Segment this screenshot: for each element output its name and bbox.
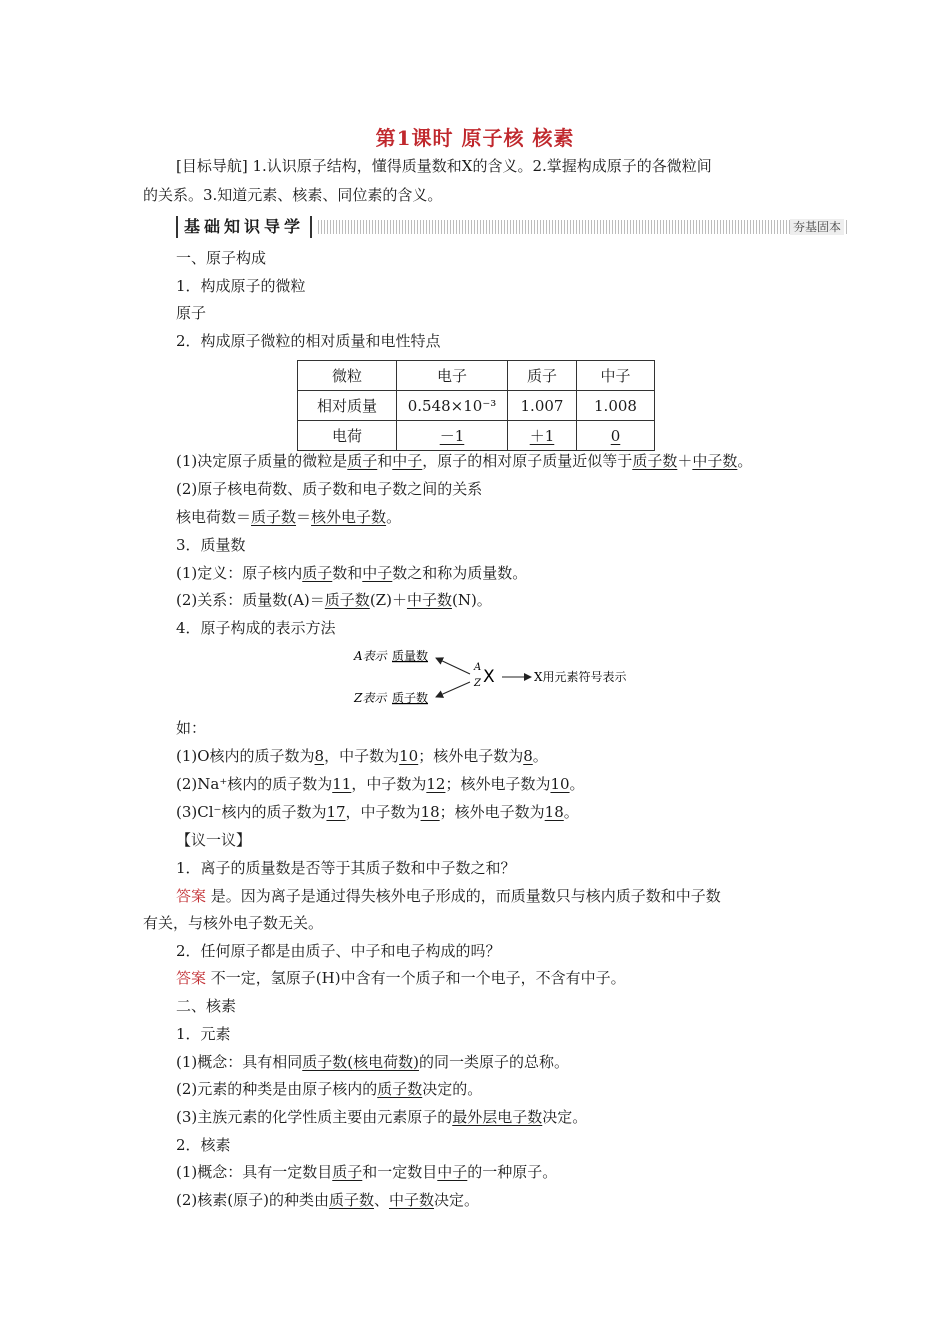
- particle-table: [297, 360, 655, 451]
- table-header: 质子: [508, 361, 577, 391]
- sub3-heading: 3．质量数: [176, 536, 246, 554]
- objectives-line-1: [目标导航] 1.认识原子结构，懂得质量数和X的含义。2.掌握构成原子的各微粒间: [176, 157, 712, 175]
- table-header: 电子: [397, 361, 508, 391]
- nuclide-type: (2)核素(原子)的种类由质子数、中子数决定。: [176, 1191, 480, 1209]
- symbol-a: A: [474, 662, 482, 673]
- element-concept: (1)概念：具有相同质子数(核电荷数)的同一类原子的总称。: [176, 1053, 569, 1071]
- paragraph-mass-relation: (2)关系：质量数(A)＝质子数(Z)＋中子数(N)。: [176, 591, 492, 609]
- arrow-to-a: [436, 658, 470, 674]
- banner-tag: 夯基固本: [790, 219, 844, 235]
- banner-stripe: [318, 220, 848, 234]
- table-cell: [508, 421, 577, 451]
- section2-heading: 二、核素: [176, 997, 237, 1015]
- charge-value: 0: [610, 426, 621, 445]
- symbol-x: X: [483, 667, 495, 687]
- section1-heading: 一、原子构成: [176, 249, 267, 267]
- nuclide-concept: (1)概念：具有一定数目质子和一定数目中子的一种原子。: [176, 1163, 558, 1181]
- a-label: A表示: [354, 649, 387, 663]
- table-header: 微粒: [298, 361, 397, 391]
- charge-value: ＋1: [529, 427, 555, 445]
- paragraph-relation: (2)原子核电荷数、质子数和电子数之间的关系: [176, 480, 483, 498]
- answer-label: 答案: [176, 969, 207, 987]
- example-1: (1)O核内的质子数为8，中子数为10；核外电子数为8。: [176, 747, 548, 765]
- answer-1: 答案 是。因为离子是通过得失核外电子形成的，而质量数只与核内质子数和中子数: [176, 887, 721, 905]
- arrow-to-z: [436, 682, 470, 697]
- banner-label: 基础知识导学: [176, 216, 312, 238]
- sub4-heading: 4．原子构成的表示方法: [176, 619, 336, 637]
- table-header: 中子: [577, 361, 655, 391]
- notation-diagram: [350, 642, 650, 712]
- objectives-line-2: 的关系。3.知道元素、核素、同位素的含义。: [143, 186, 443, 204]
- example-intro: 如：: [176, 719, 207, 737]
- table-row: [298, 421, 655, 451]
- table-row: [298, 391, 655, 421]
- answer-1-cont: 有关，与核外电子数无关。: [143, 914, 324, 932]
- discussion-heading: 【议一议】: [176, 831, 252, 849]
- atom-text: 原子: [176, 304, 207, 322]
- example-3: (3)Cl⁻核内的质子数为17，中子数为18；核外电子数为18。: [176, 803, 579, 821]
- page-title: 第1课时 原子核 核素: [375, 126, 575, 150]
- answer-label: 答案: [176, 887, 207, 905]
- section1-sub2: 2．构成原子微粒的相对质量和电性特点: [176, 332, 441, 350]
- question-2: 2．任何原子都是由质子、中子和电子构成的吗？: [176, 942, 501, 960]
- table-cell: 1.007: [508, 391, 577, 421]
- table-cell: 相对质量: [298, 391, 397, 421]
- table-cell: 1.008: [577, 391, 655, 421]
- paragraph-equation: 核电荷数＝质子数＝核外电子数。: [176, 508, 402, 526]
- paragraph-definition: (1)定义：原子核内质子数和中子数之和称为质量数。: [176, 564, 528, 582]
- nuclide-heading: 2．核素: [176, 1136, 231, 1154]
- table-cell: 电荷: [298, 421, 397, 451]
- section-banner: [176, 216, 848, 238]
- table-header-row: [298, 361, 655, 391]
- paragraph-mass-particles: (1)决定原子质量的微粒是质子和中子，原子的相对原子质量近似等于质子数＋中子数。: [176, 452, 753, 470]
- z-value: 质子数: [392, 691, 429, 705]
- x-label: X用元素符号表示: [534, 670, 627, 684]
- charge-value: －1: [439, 427, 465, 445]
- example-2: (2)Na⁺核内的质子数为11，中子数为12；核外电子数为10。: [176, 775, 585, 793]
- symbol-z: Z: [474, 678, 481, 689]
- question-1: 1．离子的质量数是否等于其质子数和中子数之和？: [176, 859, 516, 877]
- z-label: Z表示: [354, 691, 387, 705]
- table-cell: [577, 421, 655, 451]
- answer-2: 答案 不一定，氢原子(H)中含有一个质子和一个电子，不含有中子。: [176, 969, 626, 987]
- element-chemistry: (3)主族元素的化学性质主要由元素原子的最外层电子数决定。: [176, 1108, 588, 1126]
- table-cell: 0.548×10⁻³: [397, 391, 508, 421]
- section2-sub1: 1．元素: [176, 1025, 231, 1043]
- table-cell: [397, 421, 508, 451]
- element-type: (2)元素的种类是由原子核内的质子数决定的。: [176, 1080, 483, 1098]
- a-value: 质量数: [392, 649, 429, 663]
- section1-sub1: 1．构成原子的微粒: [176, 277, 306, 295]
